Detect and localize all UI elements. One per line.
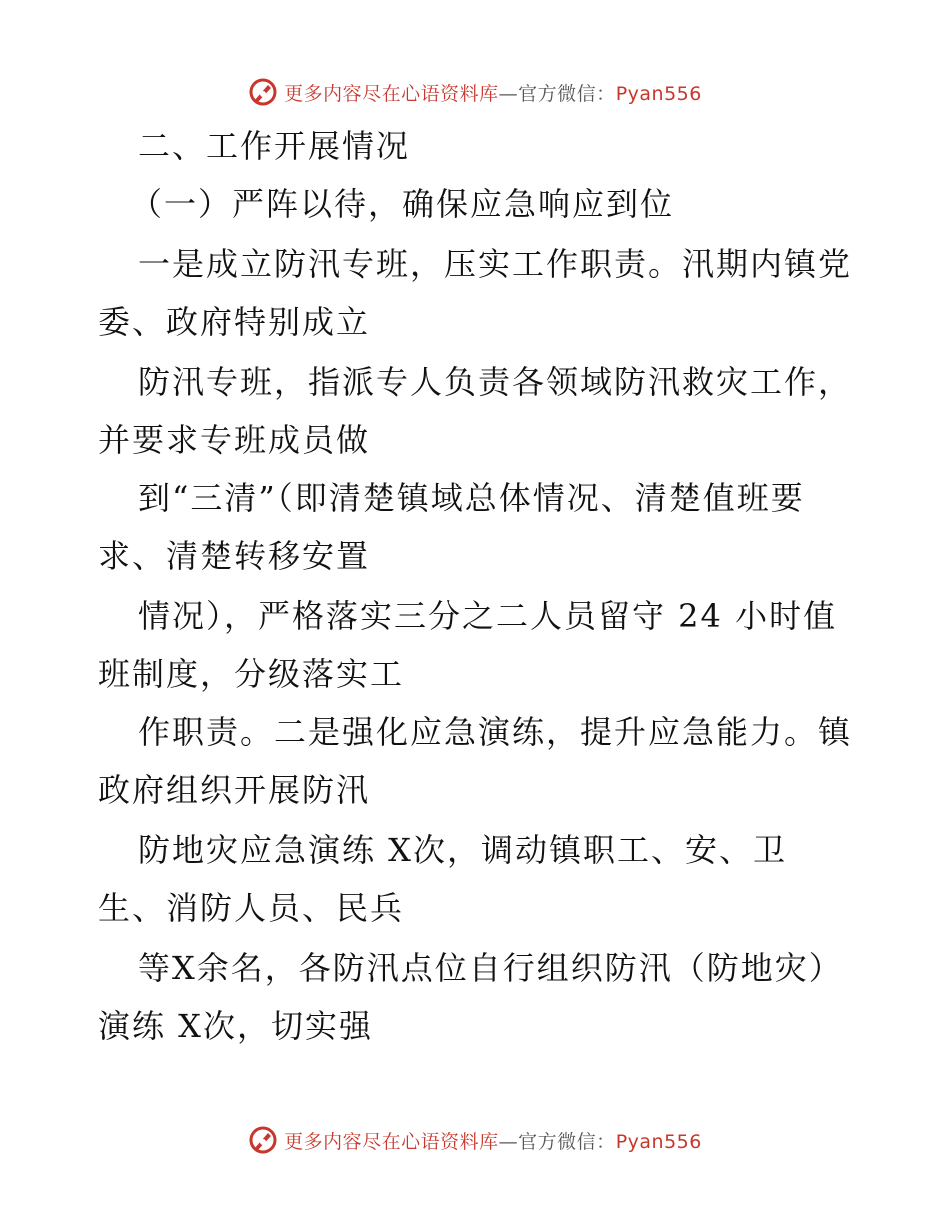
body-line: 班制度，分级落实工 — [98, 655, 405, 693]
header-brand-main: 更多内容尽在心语资料库 — [284, 82, 499, 105]
footer-brand-main: 更多内容尽在心语资料库 — [284, 1130, 499, 1153]
body-line: 防汛专班，指派专人负责各领域防汛救灾工作， — [138, 363, 853, 401]
body-line: 作职责。二是强化应急演练，提升应急能力。镇 — [138, 713, 853, 751]
body-line: 求、清楚转移安置 — [98, 537, 371, 575]
body-line: 到“三清”（即清楚镇域总体情况、清楚值班要 — [138, 479, 805, 517]
body-line: 一是成立防汛专班，压实工作职责。汛期内镇党 — [138, 245, 853, 283]
body-line: 等X余名，各防汛点位自行组织防汛（防地灾） — [138, 949, 843, 987]
footer-brand-text — [284, 1127, 702, 1154]
quill-circle-logo-icon — [248, 1125, 278, 1155]
body-line: 情况），严格落实三分之二人员留守 24 小时值 — [138, 597, 838, 635]
body-line: 生、消防人员、民兵 — [98, 889, 405, 927]
body-line: 并要求专班成员做 — [98, 421, 371, 459]
page-footer — [0, 1120, 950, 1160]
section-heading: 二、工作开展情况 — [138, 127, 411, 165]
body-line: 政府组织开展防汛 — [98, 771, 371, 809]
subsection-heading: （一）严阵以待，确保应急响应到位 — [130, 185, 675, 223]
header-brand-dash: —官方微信： — [498, 82, 616, 105]
footer-brand-account: Pyan556 — [615, 1130, 702, 1153]
body-line: 委、政府特别成立 — [98, 303, 371, 341]
body-line: 演练 X次，切实强 — [98, 1007, 373, 1045]
footer-brand-dash: —官方微信： — [498, 1130, 616, 1153]
header-brand-account: Pyan556 — [615, 82, 702, 105]
body-line: 防地灾应急演练 X次，调动镇职工、安、卫 — [138, 831, 787, 869]
